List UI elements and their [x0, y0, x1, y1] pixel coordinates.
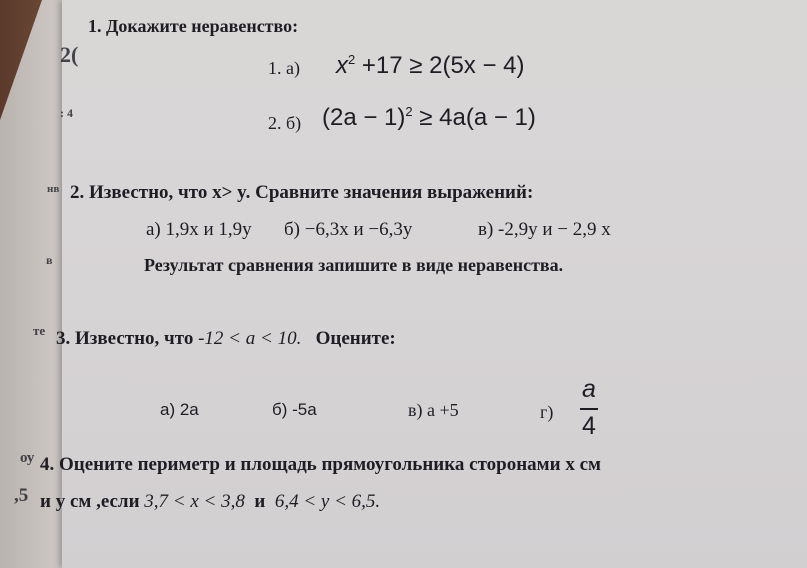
task1-item1-num: 1. — [268, 58, 282, 78]
task2-option-b: б) −6,3x и −6,3y — [284, 219, 413, 240]
task3-option-v: в) а +5 — [408, 400, 459, 420]
task2-result-instruction: Результат сравнения запишите в виде неравенства. — [144, 255, 564, 275]
margin-mark: оу — [20, 450, 35, 466]
task1-item1-expression: $x^2 +17 \ge 2(5x - 4)$ — [336, 52, 525, 79]
task4-line2: и у см ,если 3,7 < x < 3,8 и 6,4 < y < 6,5. — [40, 491, 381, 512]
task3-heading: 3. Известно, что -12 < a < 10. Оцените: — [56, 328, 396, 349]
task3-option-a: а) 2а — [160, 400, 199, 419]
task2-option-a: а) 1,9x и 1,9y — [146, 219, 252, 240]
task3-option-g-fraction — [580, 375, 598, 441]
task1-item1-letter: а) — [286, 58, 300, 78]
margin-mark: те — [33, 323, 46, 338]
fraction-denominator: 4 — [582, 412, 596, 440]
margin-mark: ,5 — [14, 485, 29, 506]
task3-option-b: б) -5а — [272, 400, 317, 419]
task1-item1 — [268, 58, 300, 79]
task2-heading: 2. Известно, что x> y. Сравните значения выражений: — [70, 182, 534, 203]
fraction-bar — [580, 408, 598, 410]
margin-mark: : 4 — [60, 106, 73, 120]
task1-heading: 1. Докажите неравенство: — [88, 16, 299, 36]
task3-option-g-label: г) — [540, 402, 554, 422]
worksheet-paper — [62, 0, 807, 568]
task1-item2-num: 2. — [268, 113, 282, 133]
task1-item2-expression: $(2a - 1)^2 \ge 4a(a - 1)$ — [322, 104, 536, 131]
task1-item2 — [268, 113, 301, 134]
margin-mark: нв — [47, 183, 60, 195]
margin-mark: 2( — [60, 42, 79, 67]
margin-mark: в — [46, 253, 53, 267]
task1-item2-letter: б) — [286, 113, 302, 133]
fraction-numerator: a — [582, 375, 596, 403]
task2-option-v: в) -2,9y и − 2,9 x — [478, 219, 611, 240]
task4-line1: 4. Оцените периметр и площадь прямоугольника сторонами х см — [40, 454, 601, 475]
